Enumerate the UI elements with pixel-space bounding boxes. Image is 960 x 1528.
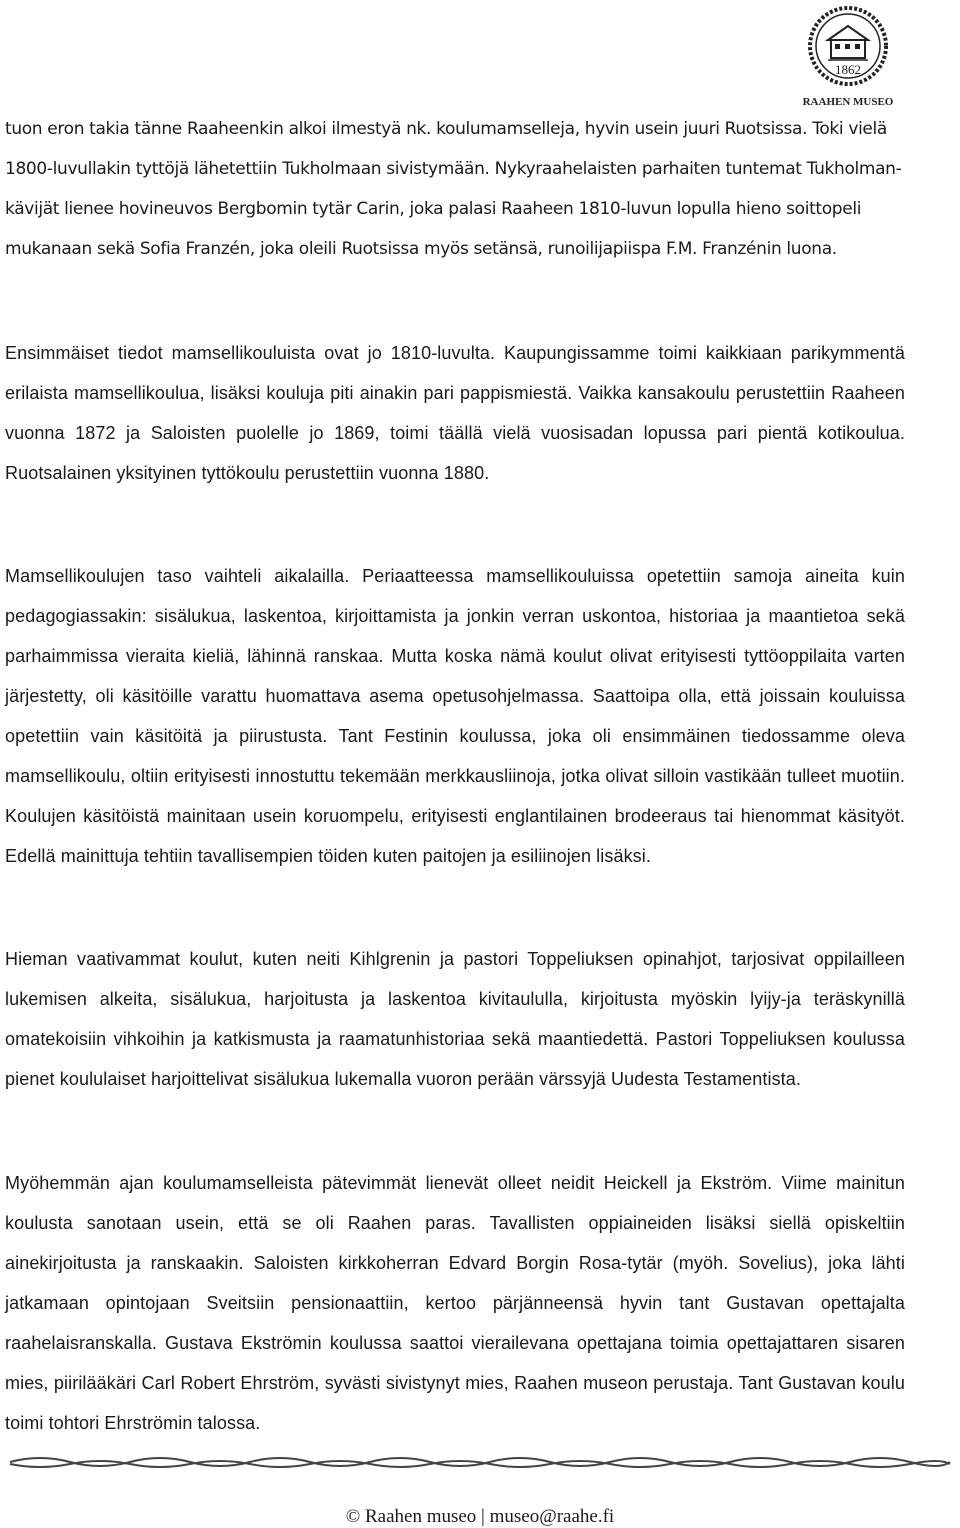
museum-seal-icon	[800, 4, 896, 108]
logo-name: RAAHEN MUSEO	[802, 96, 894, 108]
paragraph-4: Hieman vaativammat koulut, kuten neiti Kihlgrenin ja pastori Toppeliuksen opinahjot, tarjosivat oppilailleen lukemisen alkeita, sisälukua, harjoitusta ja laskentoa kivitaululla, kirjoitusta myöskin lyijy-ja teräskynillä omatekoisiin vihkoihin ja katkismusta ja raamatunhistoriaa sekä maantiedettä. Pastori Toppeliuksen koulussa pienet koululaiset harjoittelivat sisälukua lukemalla vuoron perään värssyjä Uudesta Testamentista.	[5, 949, 905, 1089]
paragraph-5: Myöhemmän ajan koulumamselleista pätevimmät lienevät olleet neidit Heickell ja Ekström. Viime mainitun koulusta sanotaan usein, että se oli Raahen paras. Tavallisten oppiaineiden lisäksi siellä opiskeltiin ainekirjoitusta ja ranskaakin. Saloisten kirkkoherran Edvard Borgin Rosa-tytär (myöh. Sovelius), joka lähti jatkamaan opintojaan Sveitsiin pensionaattiin, kertoo pärjänneensä hyvin tant Gustavan opettajalta raahelaisranskalla. Gustava Ekströmin koulussa saattoi vierailevana opettajana toimia opettajattaren sisaren mies, piirilääkäri Carl Robert Ehrström, syvästi sivistynyt mies, Raahen museon perustaja. Tant Gustavan koulu toimi tohtori Ehrströmin talossa.	[5, 1173, 905, 1433]
paragraph-1: tuon eron takia tänne Raaheenkin alkoi ilmestyä nk. koulumamselleja, hyvin usein juuri Ruotsissa. Toki vielä 1800-luvullakin tyttöjä lähetettiin Tukholmaan sivistymään. Nykyraahelaisten parhaiten tuntemat Tukholman-kävijät lienee hovineuvos Bergbomin tytär Carin, joka palasi Raaheen 1810-luvun lopulla hieno soittopeli mukanaan sekä Sofia Franzén, joka oleili Ruotsissa myös setänsä, runoilijapiispa F.M. Franzénin luona.	[5, 119, 902, 259]
museum-logo	[800, 4, 896, 108]
paragraph-2: Ensimmäiset tiedot mamsellikouluista ovat jo 1810-luvulta. Kaupungissamme toimi kaikkiaan parikymmentä erilaista mamsellikoulua, lisäksi kouluja piti ainakin pari pappismiestä. Vaikka kansakoulu perustettiin Raaheen vuonna 1872 ja Saloisten puolelle jo 1869, toimi täällä vielä vuosisadan lopussa pari pientä kotikoulua. Ruotsalainen yksityinen tyttökoulu perustettiin vuonna 1880.	[5, 343, 905, 483]
footer-copyright: © Raahen museo | museo@raahe.fi	[345, 1506, 615, 1527]
logo-year: 1862	[835, 62, 861, 77]
paragraph-3: Mamsellikoulujen taso vaihteli aikalailla. Periaatteessa mamsellikouluissa opetettiin samoja aineita kuin pedagogiassakin: sisälukua, laskentoa, kirjoittamista ja jonkin verran uskontoa, historiaa ja maantietoa sekä parhaimmissa vieraita kieliä, lähinnä ranskaa. Mutta koska nämä koulut olivat erityisesti tyttöoppilaita varten järjestetty, oli käsitöille varattu huomattava asema opetusohjelmassa. Saattoipa olla, että joissain kouluissa opetettiin vain käsitöitä ja piirustusta. Tant Festinin koulussa, joka oli ensimmäinen tiedossamme oleva mamsellikoulu, oltiin erityisesti innostuttu tekemään merkkausliinoja, jotka olivat silloin vastikään tulleet muotiin. Koulujen käsitöistä mainitaan usein koruompelu, erityisesti englantilainen brodeeraus tai hienommat käsityöt. Edellä mainittuja tehtiin tavallisempien töiden kuten paitojen ja esiliinojen lisäksi.	[5, 566, 905, 866]
decorative-divider	[0, 1452, 960, 1472]
